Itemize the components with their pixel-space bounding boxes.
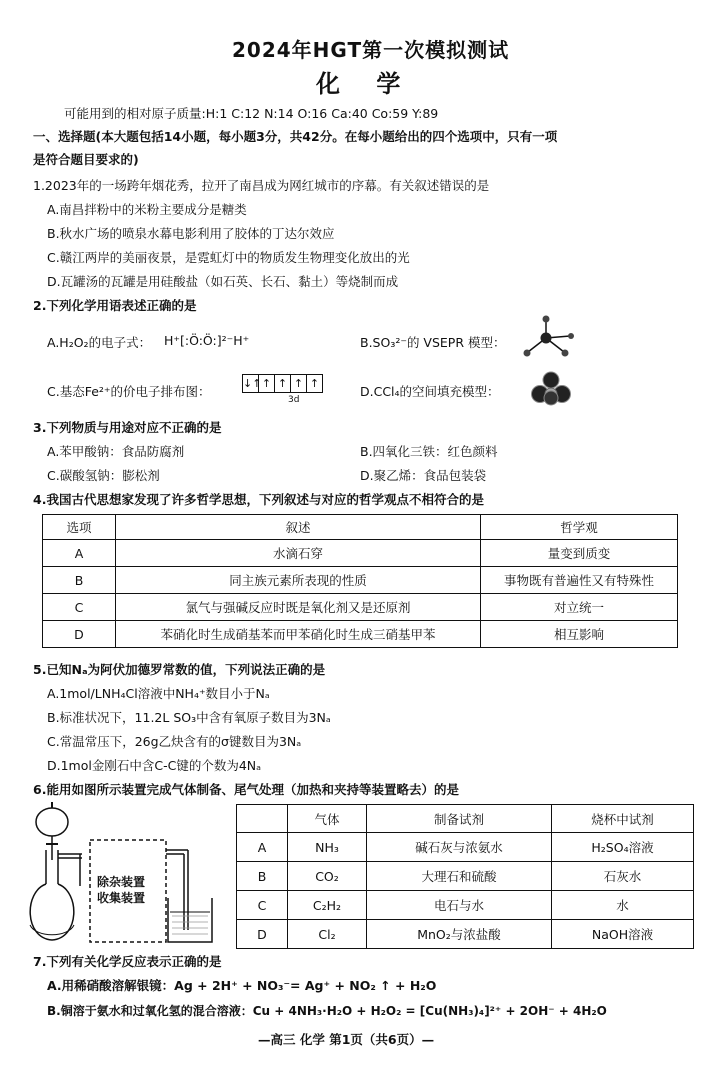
q3-option-b: B.四氧化三铁：红色颜料 <box>360 444 498 459</box>
q5-option-b: B.标准状况下，11.2L SO₃中含有氧原子数目为3Nₐ <box>47 710 331 725</box>
q1-option-c: C.赣江两岸的美丽夜景，是霓虹灯中的物质发生物理变化放出的光 <box>47 250 410 265</box>
table-header-cell: 选项 <box>43 515 116 540</box>
table-cell: B <box>237 862 288 891</box>
table-header-cell: 哲学观 <box>481 515 678 540</box>
q3-option-c: C.碳酸氢钠：膨松剂 <box>47 468 160 483</box>
table-header-cell: 制备试剂 <box>367 805 552 833</box>
table-cell: C <box>43 594 116 621</box>
apparatus-box-label-1: 除杂装置 <box>97 875 146 889</box>
table-row <box>43 540 678 567</box>
q1-option-d: D.瓦罐汤的瓦罐是用硅酸盐（如石英、长石、黏土）等烧制而成 <box>47 274 399 289</box>
table-cell: 量变到质变 <box>481 540 678 567</box>
q7-option-b: B.铜溶于氨水和过氧化氢的混合溶液：Cu + 4NH₃·H₂O + H₂O₂ = [Cu(NH₃)₄]²⁺ + 2OH⁻ + 4H₂O <box>47 1004 607 1018</box>
q3-option-d: D.聚乙烯：食品包装袋 <box>360 468 487 483</box>
q7-stem: 7.下列有关化学反应表示正确的是 <box>33 954 222 969</box>
table-cell: H₂SO₄溶液 <box>552 833 694 862</box>
table-cell: C₂H₂ <box>288 891 367 920</box>
table-cell: 水 <box>552 891 694 920</box>
orbital-box: ↑ <box>259 375 275 392</box>
q4-stem: 4.我国古代思想家发现了许多哲学思想，下列叙述与对应的哲学观点不相符合的是 <box>33 492 484 507</box>
table-cell: C <box>237 891 288 920</box>
atomic-masses: 可能用到的相对原子质量:H:1 C:12 N:14 O:16 Ca:40 Co:59 Y:89 <box>64 106 439 121</box>
orbital-box: ↑ <box>275 375 291 392</box>
q5-option-a: A.1mol/LNH₄Cl溶液中NH₄⁺数目小于Nₐ <box>47 686 270 701</box>
table-cell: Cl₂ <box>288 920 367 949</box>
table-cell: CO₂ <box>288 862 367 891</box>
table-cell: 同主族元素所表现的性质 <box>116 567 481 594</box>
table-cell: NH₃ <box>288 833 367 862</box>
orbital-box: ↑ <box>309 377 320 390</box>
q6-table <box>236 804 694 949</box>
table-cell: 事物既有普遍性又有特殊性 <box>481 567 678 594</box>
q7-option-a: A.用稀硝酸溶解银镜：Ag + 2H⁺ + NO₃⁻= Ag⁺ + NO₂ ↑ + H₂O <box>47 978 437 993</box>
table-cell: 相互影响 <box>481 621 678 648</box>
table-cell: NaOH溶液 <box>552 920 694 949</box>
table-cell: B <box>43 567 116 594</box>
q2-option-a-label: A.H₂O₂的电子式： <box>47 335 152 350</box>
table-cell: MnO₂与浓盐酸 <box>367 920 552 949</box>
table-header-cell: 气体 <box>288 805 367 833</box>
q2-option-a-formula: H⁺[:Ö:Ö:]²⁻H⁺ <box>164 333 250 348</box>
table-header-cell <box>237 805 288 833</box>
table-cell: 大理石和硫酸 <box>367 862 552 891</box>
subject-title: 化 学 <box>316 70 415 98</box>
table-cell: 碱石灰与浓氨水 <box>367 833 552 862</box>
table-cell: 对立统一 <box>481 594 678 621</box>
q3-stem: 3.下列物质与用途对应不正确的是 <box>33 420 222 435</box>
table-cell: 苯硝化时生成硝基苯而甲苯硝化时生成三硝基甲苯 <box>116 621 481 648</box>
table-cell: 氯气与强碱反应时既是氧化剂又是还原剂 <box>116 594 481 621</box>
table-cell: D <box>43 621 116 648</box>
table-header-cell: 烧杯中试剂 <box>552 805 694 833</box>
orbital-box: ↑ <box>291 375 307 392</box>
orbital-label: 3d <box>288 395 300 405</box>
table-cell: 石灰水 <box>552 862 694 891</box>
table-row <box>237 862 694 891</box>
q5-stem: 5.已知Nₐ为阿伏加德罗常数的值，下列说法正确的是 <box>33 662 326 677</box>
table-row <box>237 833 694 862</box>
table-row <box>43 567 678 594</box>
q2-option-c-label: C.基态Fe²⁺的价电子排布图： <box>47 384 211 399</box>
q6-stem: 6.能用如图所示装置完成气体制备、尾气处理（加热和夹持等装置略去）的是 <box>33 782 459 797</box>
table-header-row <box>237 805 694 833</box>
q4-table <box>42 514 678 648</box>
q1-option-b: B.秋水广场的喷泉水幕电影利用了胶体的丁达尔效应 <box>47 226 335 241</box>
exam-title: 2024年HGT第一次模拟测试 <box>232 38 510 62</box>
table-row <box>43 621 678 648</box>
q1-option-a: A.南昌拌粉中的米粉主要成分是糖类 <box>47 202 247 217</box>
table-header-cell: 叙述 <box>116 515 481 540</box>
table-cell: 水滴石穿 <box>116 540 481 567</box>
q2-option-d-label: D.CCl₄的空间填充模型： <box>360 384 500 399</box>
q1-stem: 1.2023年的一场跨年烟花秀，拉开了南昌成为网红城市的序幕。有关叙述错误的是 <box>33 178 490 193</box>
orbital-diagram <box>242 374 323 393</box>
orbital-box: ↓↑ <box>243 377 262 390</box>
page-footer: —高三 化学 第1页（共6页）— <box>258 1032 435 1047</box>
section-heading-line2: 是符合题目要求的) <box>33 152 139 167</box>
space-filling-model-icon <box>530 370 572 406</box>
q5-option-c: C.常温常压下，26g乙炔含有的σ键数目为3Nₐ <box>47 734 302 749</box>
table-row <box>237 920 694 949</box>
vsepr-model-icon <box>518 314 578 362</box>
table-cell: A <box>237 833 288 862</box>
table-header-row <box>43 515 678 540</box>
table-row <box>237 891 694 920</box>
q3-option-a: A.苯甲酸钠：食品防腐剂 <box>47 444 185 459</box>
section-heading-line1: 一、选择题(本大题包括14小题，每小题3分，共42分。在每小题给出的四个选项中，只有一项 <box>33 129 558 144</box>
table-cell: A <box>43 540 116 567</box>
q2-stem: 2.下列化学用语表述正确的是 <box>33 298 197 313</box>
table-cell: D <box>237 920 288 949</box>
q5-option-d: D.1mol金刚石中含C-C键的个数为4Nₐ <box>47 758 262 773</box>
table-cell: 电石与水 <box>367 891 552 920</box>
q2-option-b-label: B.SO₃²⁻的 VSEPR 模型： <box>360 335 506 350</box>
table-row <box>43 594 678 621</box>
apparatus-box-label-2: 收集装置 <box>97 891 146 905</box>
